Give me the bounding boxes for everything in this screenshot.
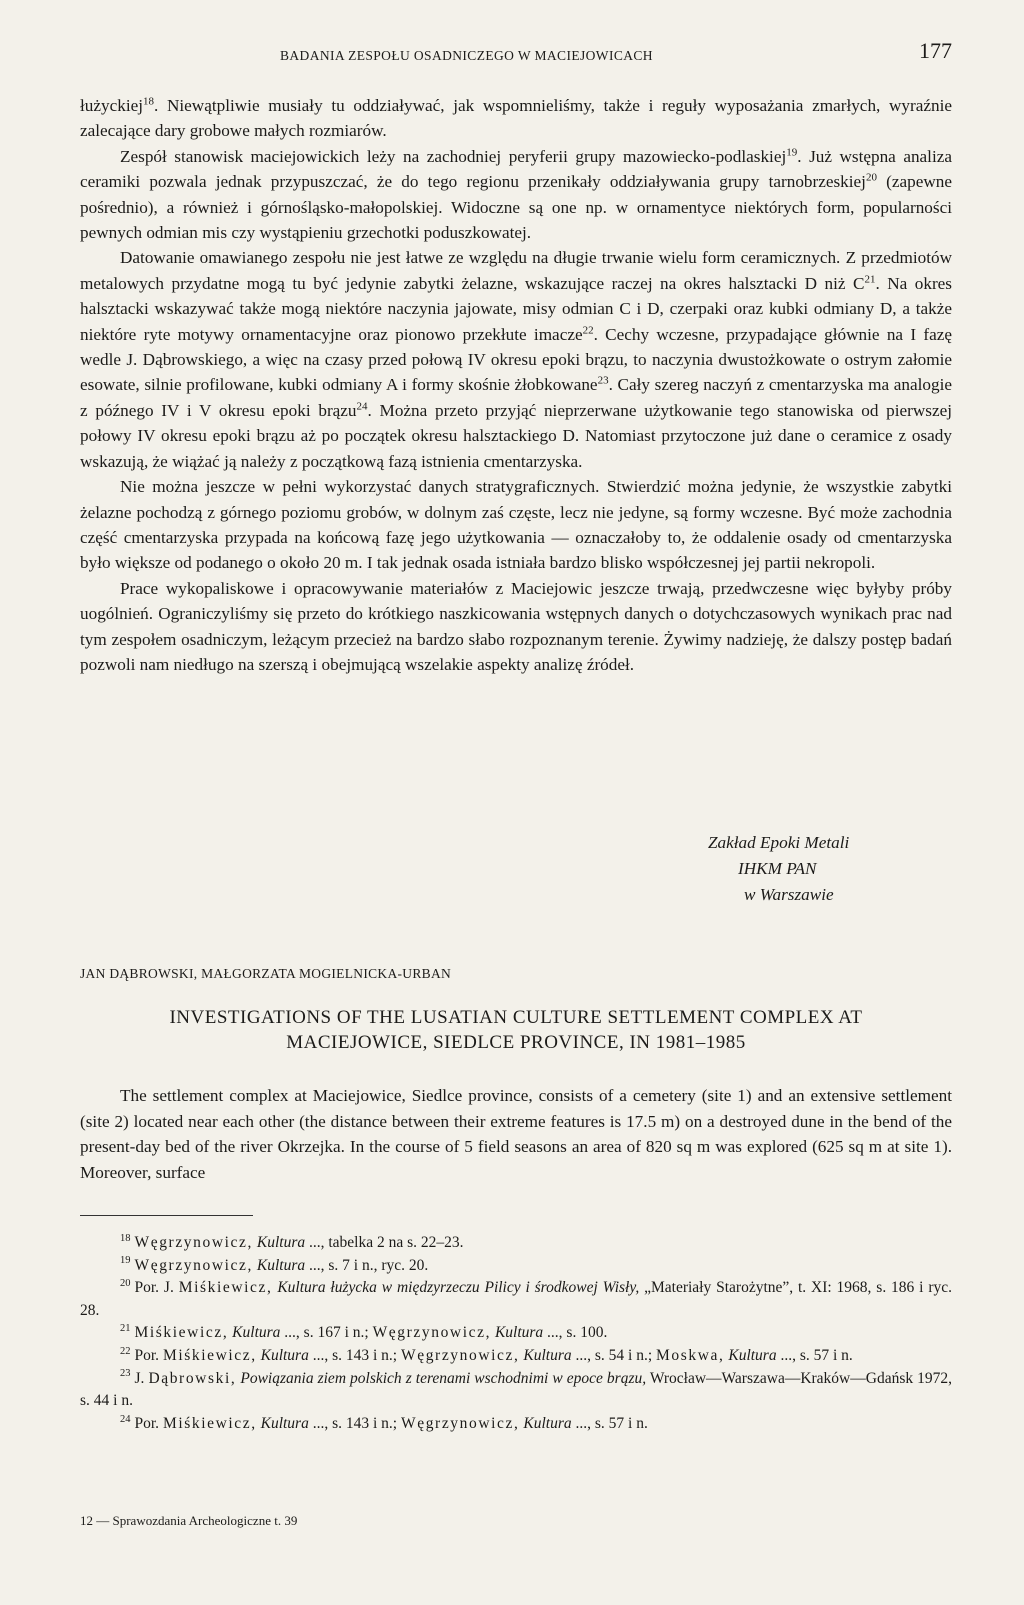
footnote-text: ..., s. 100. [543, 1324, 608, 1342]
footnote-text: ..., s. 143 i n.; [308, 1346, 401, 1364]
footnote-number: 21 [120, 1323, 131, 1335]
paragraph-4: Nie można jeszcze w pełni wykorzystać danych stratygraficznych. Stwierdzić można jedynie, że wszystkie zabytki żelazne pochodzą z górnego poziomu grobów, w dolnym zaś częste, lecz nie jedyne, są formy wczesne. Być może zachodnia część cmentarzyska przypada na końcową fazę jego użytkowania — oznaczałoby to, że oddalenie osady od cmentarzyska było większe od podanego o około 20 m. I tak jednak osada istniała bardzo blisko współczesnej jej partii nekropoli. [80, 477, 952, 573]
footnote-ref-22: 22 [582, 323, 594, 336]
footnote-author: Miśkiewicz, [162, 1346, 257, 1364]
footnote-text: ..., s. 54 i n.; [571, 1346, 657, 1364]
footnote-18 [80, 1232, 952, 1255]
footnote-ref-20: 20 [865, 171, 877, 184]
page-number: 177 [919, 38, 952, 63]
footnote-author: Miśkiewicz, [178, 1279, 273, 1297]
footnote-21 [80, 1322, 952, 1345]
affiliation-signature [708, 830, 948, 908]
footnote-title: Powiązania ziem polskich z terenami wschodnimi w epoce brązu, [240, 1369, 647, 1387]
affiliation-line-2: IHKM PAN [738, 859, 817, 878]
footnote-ref-24: 24 [356, 400, 368, 413]
footnote-number: 22 [120, 1345, 131, 1357]
footnote-text: ..., tabelka 2 na s. 22–23. [305, 1234, 464, 1251]
text-run: Zespół stanowisk maciejowickich leży na zachodniej peryferii grupy mazowiecko-podlaskiej [120, 146, 787, 166]
text-run: . Na okres halsztacki wskazywać także mogą niektóre naczynia jajowate, misy odmian C i D, czerpaki oraz kubki odmiany D, a także niektóre ryte motywy ornamentacyjne oraz pionowo przekłute imacze [80, 273, 952, 344]
footnote-number: 20 [120, 1278, 131, 1290]
footnote-text: ..., s. 57 i n. [571, 1414, 648, 1432]
footnotes [80, 1232, 952, 1435]
summary-paragraph: The settlement complex at Maciejowice, Siedlce province, consists of a cemetery (site 1) and an extensive settlement (site 2) located near each other (the distance between their extreme features is 17.5 m) on a destroyed dune in the bend of the present-day bed of the river Okrzejka. In the course of 5 field seasons an area of 820 sq m was explored (625 sq m at site 1). Moreover, surface [80, 1086, 952, 1182]
footnote-23 [80, 1368, 952, 1413]
running-title: BADANIA ZESPOŁU OSADNICZEGO W MACIEJOWICACH [280, 48, 653, 63]
footnote-title: Kultura [256, 1256, 306, 1274]
footnote-22 [80, 1345, 952, 1368]
footnote-text: ..., s. 143 i n.; [308, 1414, 401, 1432]
footnote-ref-21: 21 [864, 273, 876, 286]
footnote-title: Kultura łużycka w międzyrzeczu Pilicy i środkowej Wisły, [277, 1279, 640, 1297]
text-run: . Można przeto przyjąć nieprzerwane użytkowanie tego stanowiska od pierwszej połowy IV okresu epoki brązu aż po początek okresu halsztackiego D. Natomiast przytoczone już dane o ceramice z osady wskazują, że wiążać ją należy z początkową fazą istnienia cmentarzyska. [80, 400, 952, 471]
footnote-number: 23 [120, 1368, 131, 1380]
footnote-separator [80, 1215, 253, 1216]
footnote-ref-23: 23 [597, 374, 609, 387]
text-run: . Cechy wczesne, przypadające głównie na I fazę wedle J. Dąbrowskiego, a więc na czasy przed połową IV okresu epoki brązu, to naczynia dwustożkowate o ostrym załomie esowate, silnie profilowane, kubki odmiany A i formy skośnie żłobkowane [80, 324, 952, 395]
footnote-text: ..., s. 7 i n., ryc. 20. [305, 1256, 429, 1274]
footnote-text: ..., s. 167 i n.; [280, 1324, 373, 1342]
paragraph-2 [80, 144, 952, 246]
footnote-author: Węgrzynowicz, [134, 1234, 253, 1251]
summary-title-line-1: INVESTIGATIONS OF THE LUSATIAN CULTURE SETTLEMENT COMPLEX AT [169, 1007, 863, 1028]
document-page [80, 0, 952, 1605]
footnote-author: Miśkiewicz, [134, 1324, 229, 1342]
footnote-author: Moskwa, [656, 1346, 725, 1364]
footnote-title: Kultura [232, 1324, 281, 1342]
footnote-text: ..., s. 57 i n. [776, 1346, 853, 1364]
summary-authors: JAN DĄBROWSKI, MAŁGORZATA MOGIELNICKA-URBAN [80, 966, 452, 981]
footnote-text: Por. [134, 1346, 163, 1364]
footnote-ref-19: 19 [786, 146, 798, 159]
main-text [80, 93, 952, 677]
paragraph-3 [80, 245, 952, 474]
footnote-19 [80, 1255, 952, 1278]
footnote-author: Węgrzynowicz, [401, 1346, 520, 1364]
page-footer: 12 — Sprawozdania Archeologiczne t. 39 [80, 1513, 298, 1528]
paragraph-1 [80, 93, 952, 144]
footnote-author: Węgrzynowicz, [134, 1256, 253, 1274]
footnote-title: Kultura [256, 1234, 306, 1251]
text-run: . Cały szereg naczyń z cmentarzyska ma analogie z późnego IV i V okresu epoki brązu [80, 375, 952, 420]
footnote-number: 24 [120, 1413, 131, 1425]
text-run: łużyckiej [80, 96, 143, 115]
text-run: . Już wstępna analiza ceramiki pozwala jednak przypuszczać, że do tego regionu przenikały oddziaływania grupy tarnobrzeskiej [80, 146, 952, 192]
affiliation-line-3: w Warszawie [744, 885, 834, 904]
footnote-author: Miśkiewicz, [162, 1414, 257, 1432]
text-run: (zapewne pośrednio), a również i górnośląsko-małopolskiej. Widoczne są one np. w ornamentyce niektórych form, popularności pewnych odmian mis czy wystąpieniu grzechotki poduszkowatej. [80, 172, 952, 243]
footnote-24 [80, 1413, 952, 1436]
footnote-text: „Materiały Starożytne”, t. XI: 1968, s. 186 i ryc. 28. [80, 1279, 952, 1319]
footnote-text: Por. [134, 1414, 163, 1432]
paragraph-5: Prace wykopaliskowe i opracowywanie materiałów z Maciejowic jeszcze trwają, przedwczesne więc byłyby próby uogólnień. Ograniczyliśmy się przeto do krótkiego naszkicowania wstępnych danych o dotychczasowych wynikach prac nad tym zespołem osadniczym, leżącym przecież na bardzo słabo rozpoznanym terenie. Żywimy nadzieję, że dalszy postęp badań pozwoli nam niedługo na szerszą i obejmującą wszelakie aspekty analizę źródeł. [80, 578, 952, 674]
footnote-title: Kultura [523, 1414, 572, 1432]
footnote-number: 18 [120, 1232, 131, 1244]
text-run: Datowanie omawianego zespołu nie jest łatwe ze względu na długie trwanie wielu form ceramicznych. Z przedmiotów metalowych przydatne mogą tu być jedynie zabytki żelazne, wskazujące raczej na okres halsztacki D niż C [80, 248, 952, 293]
text-run: . Niewątpliwie musiały tu oddziaływać, jak wspomnieliśmy, także i reguły wyposażania zmarłych, wyraźnie zalecające dary grobowe małych rozmiarów. [80, 96, 952, 141]
summary-text [80, 1083, 952, 1185]
affiliation-line-1: Zakład Epoki Metali [708, 833, 850, 852]
running-head [80, 38, 952, 68]
footnote-text: Wrocław—Warszawa—Kraków—Gdańsk 1972, s. 44 i n. [80, 1369, 953, 1410]
footnote-text: Por. J. [134, 1279, 179, 1297]
footnote-title: Kultura [494, 1324, 544, 1342]
footnote-title: Kultura [523, 1346, 572, 1364]
footnote-author: Węgrzynowicz, [401, 1414, 520, 1432]
footnote-author: Dąbrowski, [148, 1369, 237, 1387]
footnote-number: 19 [120, 1255, 131, 1267]
footnote-title: Kultura [260, 1414, 309, 1432]
footnote-title: Kultura [260, 1346, 309, 1364]
summary-title-line-2: MACIEJOWICE, SIEDLCE PROVINCE, IN 1981–1985 [286, 1032, 746, 1053]
footnote-title: Kultura [728, 1346, 777, 1364]
footnote-20 [80, 1277, 952, 1322]
footnote-text: J. [134, 1369, 149, 1387]
summary-title [80, 1005, 952, 1055]
footnote-author: Węgrzynowicz, [372, 1324, 492, 1342]
footnote-ref-18: 18 [143, 95, 154, 108]
